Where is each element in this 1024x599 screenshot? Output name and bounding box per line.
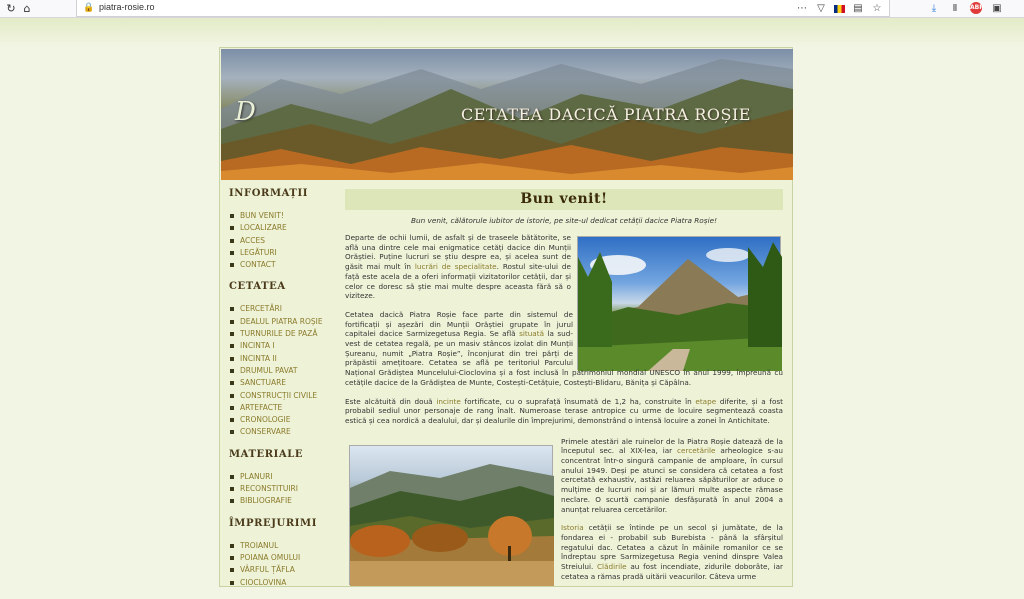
autumn-landscape-photo[interactable] [349,445,553,585]
sidebar-item-bun-venit[interactable]: BUN VENIT! [229,210,347,222]
sidebar-item-bibliografie[interactable]: BIBLIOGRAFIE [229,495,347,507]
sidebar-item-incinta-i[interactable]: INCINTA I [229,340,347,352]
sidebar-item-incinta-ii[interactable]: INCINTA II [229,353,347,365]
page-container [219,47,793,587]
sidebar-item-varful-tafla[interactable]: VÂRFUL ȚĂFLA [229,564,347,576]
reader-view-icon[interactable]: ▤ [853,3,863,14]
site-logo[interactable]: D [235,97,256,127]
adblock-icon[interactable]: ABP [970,2,982,14]
flag-icon [834,5,845,13]
paragraph-4: Primele atestări ale ruinelor de la Piatra Roșie datează de la începutul sec. al XIX-lea, iar cercetările arheologice s-au concentrat într-o singură campanie de amploare, în cursul anului 1949. Deși pe atunci se considera că cetatea a fost cercetată exhaustiv, astăzi reluarea săpăturilor ar aduce o mulțime de lucruri noi și ar lămuri multe aspecte rămase neclare. O scurtă campanie desfășurată în anul 2004 a anunțat reluarea cercetărilor. [561,436,784,514]
sidebar-item-conservare[interactable]: CONSERVARE [229,426,347,438]
link-etape[interactable]: etape [695,396,717,406]
sidebar-toggle-icon[interactable]: ▣ [992,3,1002,14]
paragraph-3: Este alcătuită din două incinte fortificate, cu o suprafață însumată de 1,2 ha, construite în etape diferite, și a fost probabil sediul unor personaje de rang înalt. Numeroase terase antropice cu urme de locuire segmentează coasta estică și cea nordică a dealului, dar și dealurile din împrejurimi, demonstrând o intensă locuire a zonei în Antichitate. [345,396,784,425]
paragraph-5: Istoria cetății se întinde pe un secol și jumătate, de la fondarea ei - probabil sub Burebista - până la sfârșitul regatului dac. Cetatea a căzut în mâinile romanilor ce se îndreptau spre Sarmizegetusa Regia venind dinspre Valea Streiului. Clădirile au fost incendiate, zidurile doborâte, iar cetatea a rămas pradă uitării veacurilor. Câteva urme [561,523,783,581]
background-decoration [0,18,1024,48]
sidebar-list-imprejurimi [229,540,347,589]
main-content [345,189,783,582]
sidebar-nav [229,188,347,599]
header-banner [221,49,793,180]
sidebar-item-contact[interactable]: CONTACT [229,259,347,271]
page-actions-icon[interactable]: ⋯ [797,3,807,14]
sidebar-item-cercetari[interactable]: CERCETĂRI [229,303,347,315]
sidebar-item-troianul[interactable]: TROIANUL [229,540,347,552]
sidebar-item-constructii-civile[interactable]: CONSTRUCȚII CIVILE [229,390,347,402]
sidebar-item-turnurile-de-paza[interactable]: TURNURILE DE PAZĂ [229,328,347,340]
sidebar-item-dealul-piatra-rosie[interactable]: DEALUL PIATRA ROȘIE [229,316,347,328]
sidebar-item-planuri[interactable]: PLANURI [229,471,347,483]
pocket-icon[interactable]: ▽ [817,3,825,14]
sidebar-item-reconstituiri[interactable]: RECONSTITUIRI [229,483,347,495]
paragraph-1: Departe de ochii lumii, de asfalt și de traseele bătătorite, se află una dintre cele mai enigmatice cetăți dacice din Munții Orăștiei. Puține lucruri se știu despre ea, și acelea sunt de găsit mai mult în lucrări de specialitate. Rostul site-ului de față este acela de a oferi informații vizitatorilor cetății, dar și celor ce doresc să știe mai multe despre aceasta fără să o viziteze. [345,233,571,301]
sidebar-item-drumul-pavat[interactable]: DRUMUL PAVAT [229,365,347,377]
reload-icon[interactable]: ↻ [6,2,16,15]
address-bar[interactable] [76,0,890,17]
intro-text: Bun venit, călătorule iubitor de istorie, pe site-ul dedicat cetății dacice Piatra Roșie! [410,216,718,225]
sidebar-heading-cetatea: CETATEA [229,281,286,293]
sidebar-item-localizare[interactable]: LOCALIZARE [229,222,347,234]
link-incinte[interactable]: incinte [436,396,461,406]
sidebar-item-cioclovina[interactable]: CIOCLOVINA [229,577,347,589]
link-lucrari-de-specialitate[interactable]: lucrări de specialitate [414,262,497,272]
sidebar-list-informatii [229,210,347,271]
bookmark-star-icon[interactable]: ☆ [872,3,882,14]
sidebar-heading-imprejurimi: ÎMPREJURIMI [229,517,317,529]
link-istoria[interactable]: Istoria [561,523,584,533]
sidebar-item-artefacte[interactable]: ARTEFACTE [229,402,347,414]
browser-toolbar [0,0,1024,18]
sidebar-item-sanctuare[interactable]: SANCTUARE [229,377,347,389]
sidebar-list-cetatea [229,303,347,438]
site-title: CETATEA DACICĂ PIATRA ROȘIE [461,105,751,124]
download-icon[interactable]: ⤓ [931,3,937,14]
library-icon[interactable]: Ⅱ [952,3,958,14]
sidebar-list-materiale [229,471,347,508]
link-cercetarile[interactable]: cercetările [677,446,716,456]
sidebar-item-acces[interactable]: ACCES [229,235,347,247]
link-cladirile[interactable]: Clădirile [597,562,627,572]
page-title: Bun venit! [345,189,783,210]
sidebar-item-cronologie[interactable]: CRONOLOGIE [229,414,347,426]
sidebar-item-legaturi[interactable]: LEGĂTURI [229,247,347,259]
sidebar-heading-informatii: INFORMAȚII [229,188,309,199]
url-text[interactable]: piatra-rosie.ro [99,2,155,12]
home-icon[interactable]: ⌂ [23,2,31,15]
link-situata[interactable]: situată [519,329,545,339]
sidebar-heading-materiale: MATERIALE [229,448,304,460]
paragraph-2: Cetatea dacică Piatra Roșie face parte din sistemul de fortificații și așezări din Munții Orăștiei grupate în jurul capitalei dacice Sarmizegetusa Regia. Se află situată la sud-vest de cetatea regală, pe un masiv stâncos izolat din Munții Șureanu, numit „Piatra Roșie”, înconjurat din trei părți de prăpăstii amețitoare. Cetatea se află pe teritoriul Parcului Național Grădiștea Muncelului-Cioclovina și a fost inclusă în patrimoniul mondial UNESCO în anul 1999, împreună cu cetățile dacice de la Grădiștea de Munte, Costești-Cetățuie, Costești-Blidaru, Bănița și Căpâlna. [345,309,783,387]
insecure-lock-icon[interactable]: 🔒 [83,3,95,13]
sidebar-item-poiana-omului[interactable]: POIANA OMULUI [229,552,347,564]
